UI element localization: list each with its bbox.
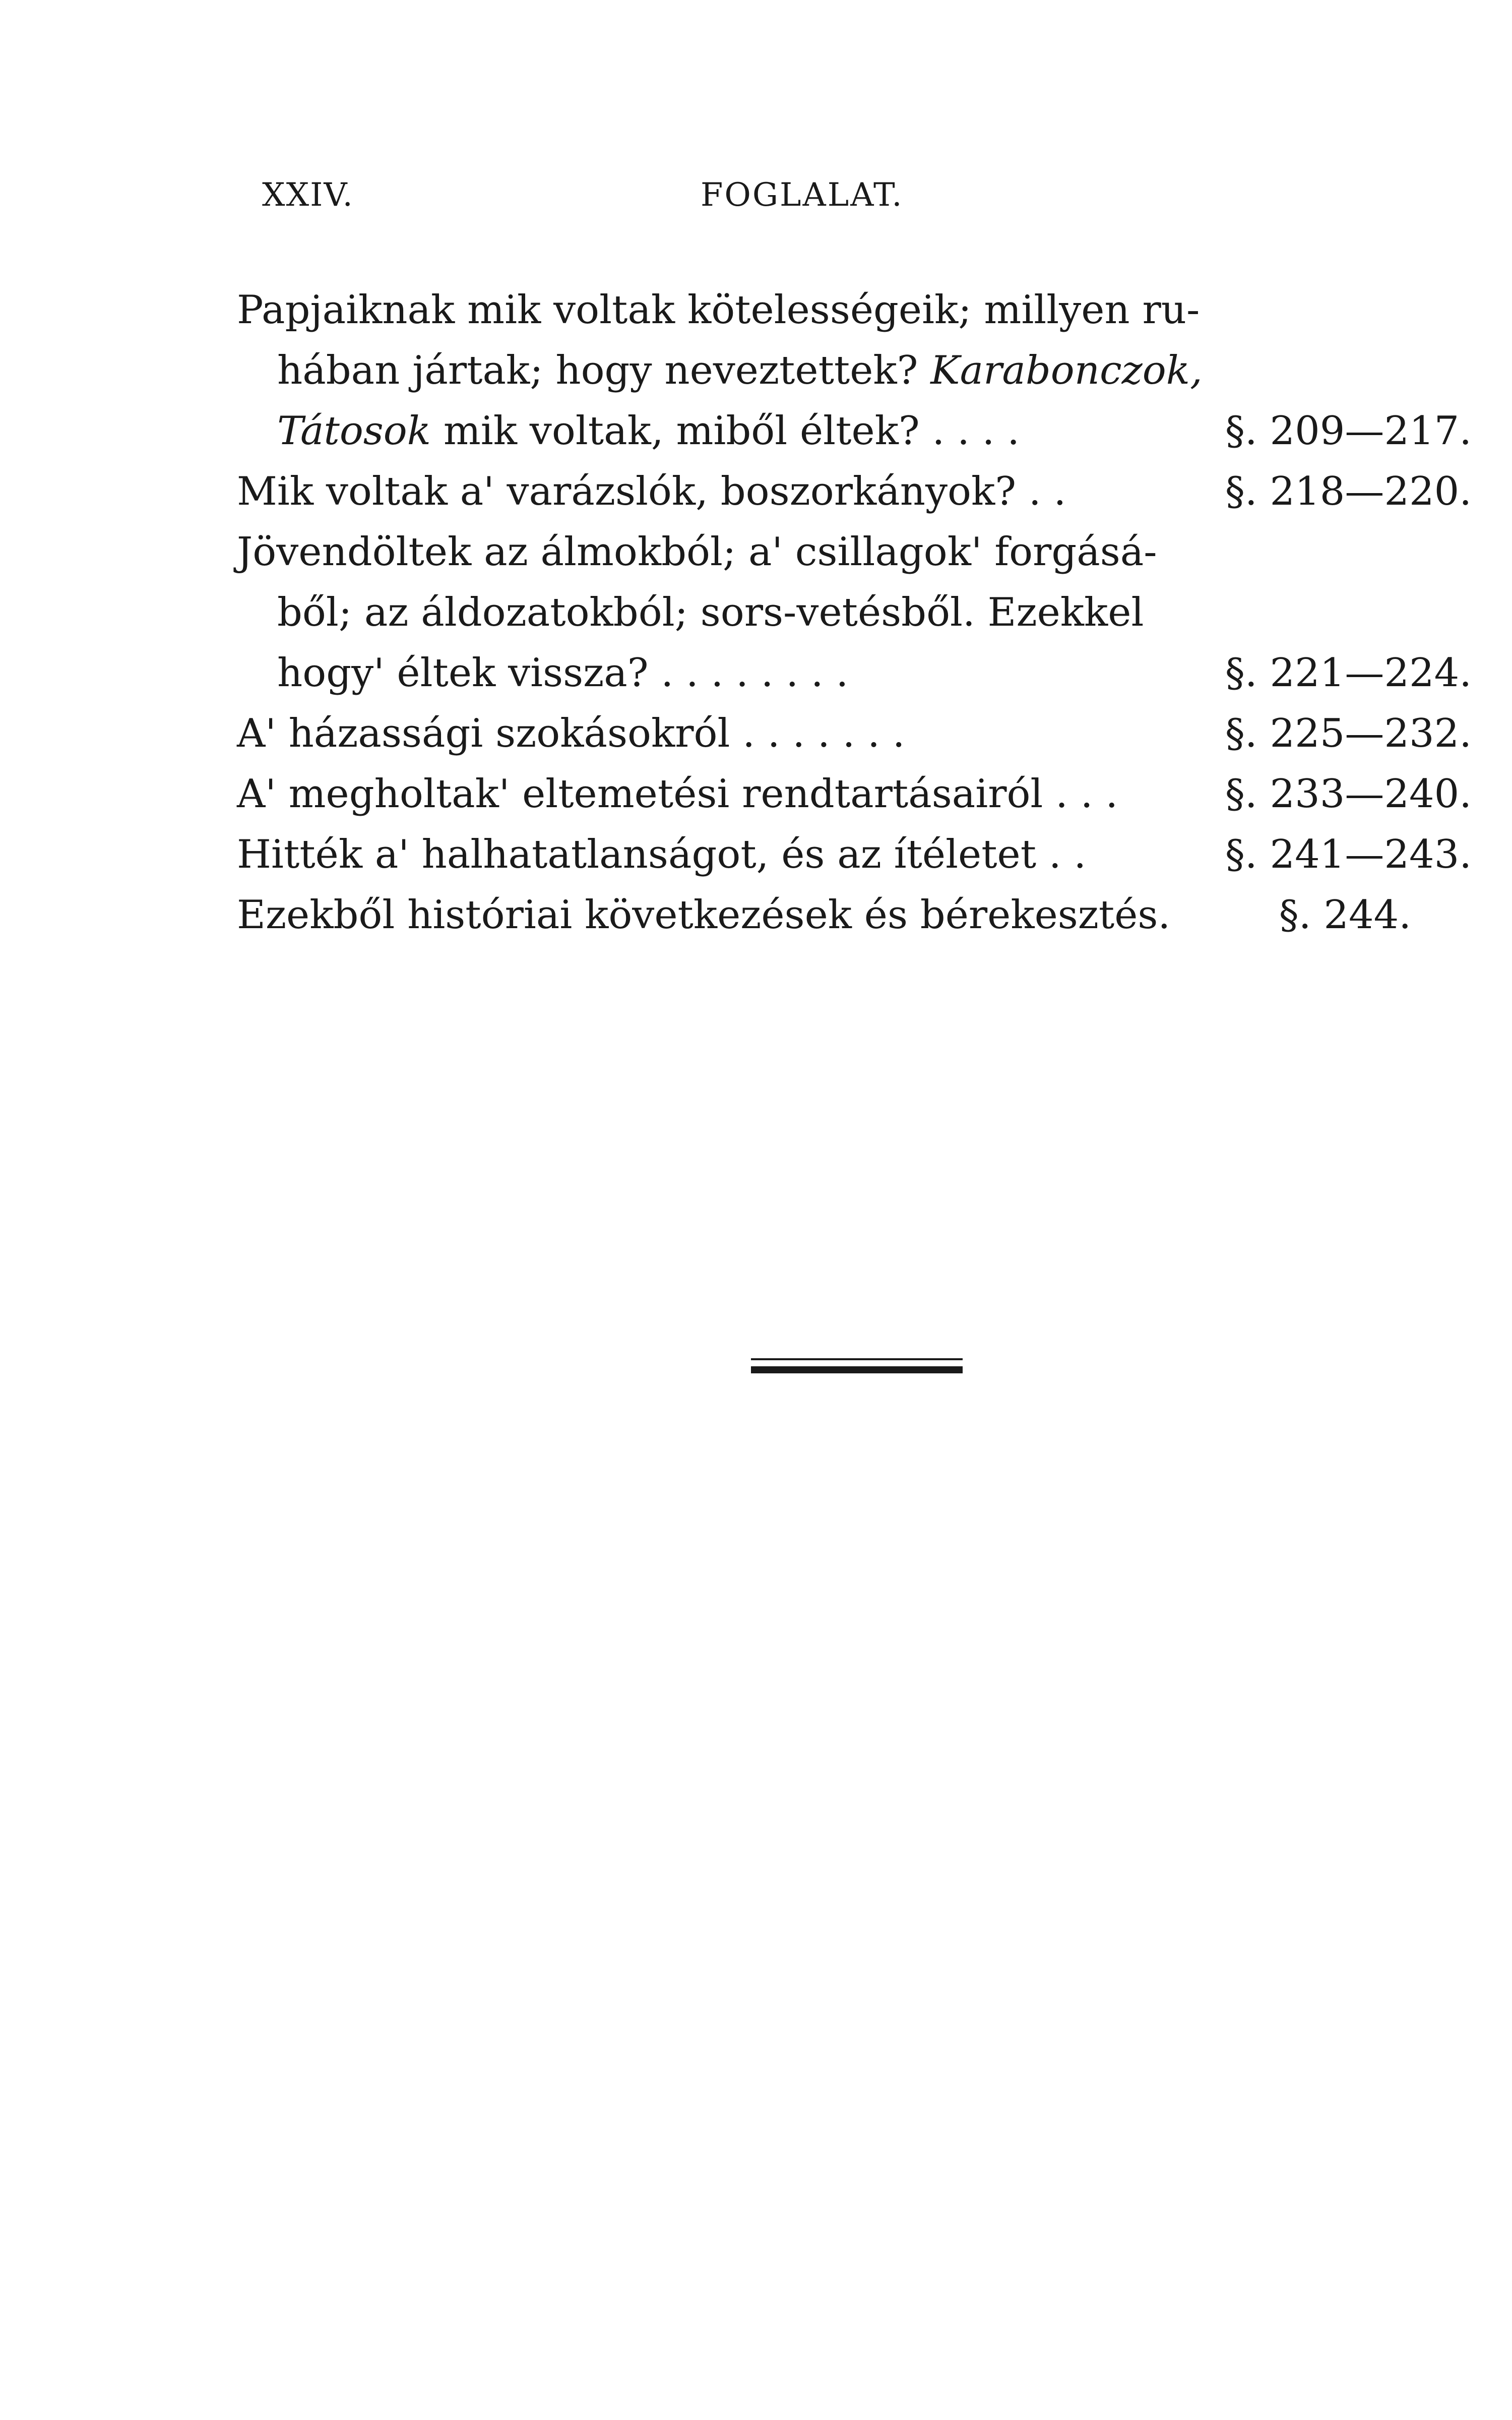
toc-entry-3-line-3: hogy' éltek vissza? . . . . . . . . §. 221—224. [277,645,1472,701]
section-divider [751,1366,963,1373]
running-title: FOGLALAT. [701,176,904,214]
toc-entry-4-ref: §. 225—232. [1225,711,1472,756]
toc-entry-6-ref: §. 241—243. [1225,832,1472,877]
toc-entry-7: Ezekből históriai következések és bérekesztés. §. 244. [237,887,1472,943]
toc-entry-3-line-2: ből; az áldozatokból; sors-vetésből. Ezekkel [277,590,1144,635]
toc-entry-2-ref: §. 218—220. [1225,469,1472,514]
toc-entry-4: A' házassági szokásokról . . . . . . . §. 225—232. [237,706,1472,761]
italic-term-tatosok: Tátosok [277,408,431,454]
toc-entry-2: Mik voltak a' varázslók, boszorkányok? . . §. 218—220. [237,464,1472,519]
toc-entry-5-ref: §. 233—240. [1225,771,1472,817]
page-number: XXIV. [262,176,354,214]
section-divider-thin [751,1358,963,1360]
toc-entry-6: Hitték a' halhatatlanságot, és az ítéletet . . §. 241—243. [237,827,1472,882]
toc-entry-5: A' megholtak' eltemetési rendtartásairól . . . §. 233—240. [237,766,1472,822]
toc-entry-3-ref: §. 221—224. [1225,650,1472,696]
italic-term-karabonczok: Karabonczok, [930,348,1203,393]
toc-entry-1-line-3: Tátosok mik voltak, miből éltek? . . . . §. 209—217. [277,403,1472,459]
toc-entry-1-ref: §. 209—217. [1225,408,1472,454]
toc-entry-3-line-1: Jövendöltek az álmokból; a' csillagok' forgásá- [237,529,1157,575]
toc-entry-1-line-1: Papjaiknak mik voltak kötelességeik; millyen ru- [237,287,1200,333]
toc-entry-7-ref: §. 244. [1279,892,1411,938]
toc-entry-1-line-2: hában jártak; hogy neveztettek? Karabonczok, [277,348,1203,393]
